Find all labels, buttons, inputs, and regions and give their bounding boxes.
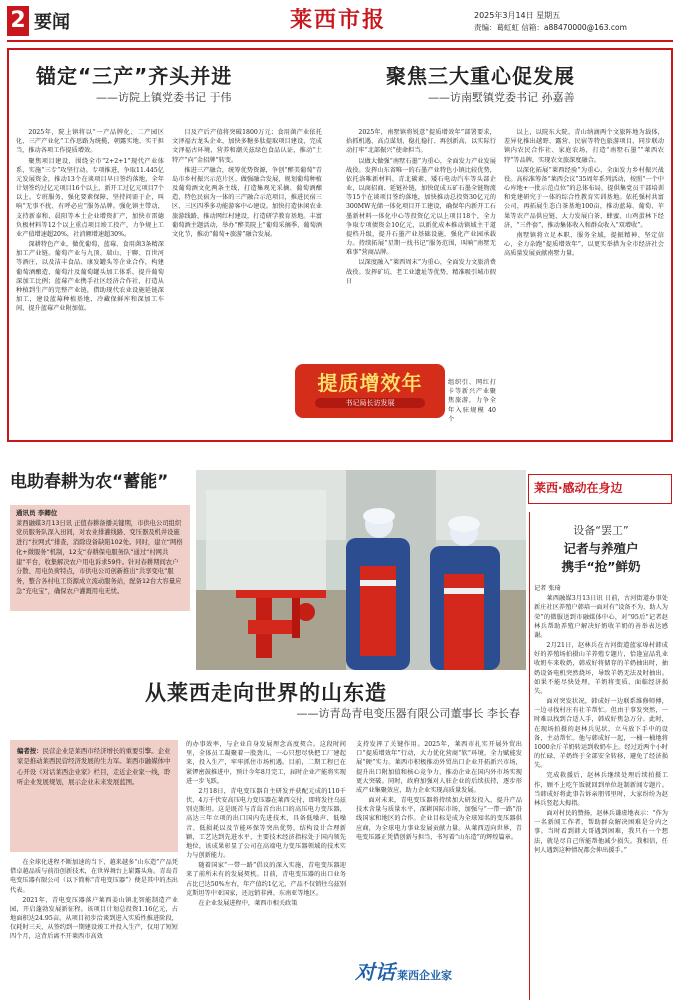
lower-body-col1: 在全球化进程不断加速的当下，越来越多“山东造”产品凭借卓越品质与前沿创新技术，在世界舞台上崭露头角。青岛青电变压器有限公司（以下简称“青电变压器”）便是其中的杰出代表。 2021年，青电变压器落户莱西姜山镇北智能制造产业园，开启蓬勃发展新征程。该项目计划总投资1.16亿元，占地面积达24.95亩。从项目初步洽谈到进入实质性推进阶段，仅耗时三天，从签约到一期建设竣工并投入生产，仅用了短短四个月，这背后离不开莱西市高效: [10, 859, 178, 941]
editor-note-box: [10, 740, 178, 852]
article-title-yushangzhen[interactable]: 锚定“三产”齐头并进: [36, 64, 233, 88]
article-body-col4: 以上，以院东大院、青山纳滴两个文旅阵地为载体，差异化推出越野、露营、民宿等特色旅游项目，同步联动镇内农民合作社、家庭农场，打造“南墅石墨”“莱西农特”等品牌，实现农文旅深度融合。 以深化拓展“莱西经验”为重心，全面发力乡村振兴战役。高标准筹备“莱西会议”35周年系列活动，按照“一个中心库地+一批示范点位”的总体布局，提供集党员干部培训和党建研究于一体的综合性教育实训基地。依托强村共富公司，再拓展生态白茶基地100亩，推动蓝莓、葡萄、苹果等农产品供应链，大力发展白茶、蜂蜜、山鸡蛋林下经济，“三件套”，推动集体收入和群众收入“双增收”。 南墅镇将立足本职、服务全域，提振精神、坚定信心，全力杂跑“提质增效年”，以更实举措为全市经济社会高质量发展贡献南墅力量。: [504, 129, 664, 258]
brief-text: 莱西融媒3月13日讯 正值春耕备播关键期，市供电公司组织党员服务队深入田间，对农业排灌线路、变压器及机井设施进行“拉网式”排查，消除设备缺陷102处。同时，建立“网格化+微服务”机制，12支“春耕保电服务队”通过“村网共建”平台，收集解决农户用电诉求59件。针对春耕期间农户分散、用电负荷特点，市供电公司创新推出“共享变电”服务，整合各村电工资源成立流动服务站，配备12台大容量应急“充电宝”，确保农户灌溉用电无忧。: [16, 519, 183, 595]
article-title-qingdian[interactable]: 从莱西走向世界的山东造: [145, 681, 387, 705]
issue-date: 2025年3月14日 星期五: [474, 11, 561, 20]
column-divider: [529, 512, 530, 1000]
column-banner-title: 莱西·感动在身边: [534, 481, 623, 495]
lower-body-col2: 的办事效率，与企业自身发展理念高度契合。这段时间里，全体员工凝聚着一股劲儿，一心只想尽快把工厂建起来，投入生产，牢牢抓住市场机遇。目前，二期工程已在紧锣密鼓推进中，预计今年8月完工，届时企业产能将实现进一步飞跃。 2月18日，青电变压器自主研发并获配元成的110千伏、4万千伏安高压电力变压器在莱西交付，即将发往乌兹别克斯坦。这是既首与青岛首台出口的高压电力变压器，高达三年立项的出口国内先进技术，具备低噪声、低噪音、低损耗以及节能环保等突出优势，结构设计合理新颖，工艺达到先进水平，主要技术经济指标处于国内领先地位，该成果彰显了公司在高端电力变压器领域的技术实力与创新能力。 随着国家“一带一路”倡议的深入实施，青电变压器迎来了前所未有的发展契机。目前，青电变压器的出口业务占比已达50%左右，年产值约1亿元，产品不仅销往乌兹别克斯坦等中亚国家，还远销非洲、东南亚等地区。 在企业发展进程中，莱西市相关政策: [186, 741, 346, 907]
article-body-col3: 2025年，南墅镇将锐意“提质增效年”部署要求，拾抓机遇、高点谋划，稳扎稳打、再创新高，以实际行动打牢“北部振兴”使命担当。 以做大做强“南墅石墨”为重心，全面发力产业发展战役。发挥山东省唯一的石墨产业特色小镇比较优势，依托洛唯新材料、青北碳素、矮石电动汽车等头部企业，以商招商、延链补链，加快促成五矿石墨全链物流等15个在谈项目签约落地，加快推动总投资30亿元的300MW光储一体化项目开工建设，确保年内新开工石墨新材料一体化中心等投资亿元以上项目18个，全力争取专项债资金10亿元，以新优成本推动镇域主干道提档升级，提升石墨产业基础设施，强化产业园承载力。持续拓展“星期一找书记”服务范围，叫响“南墅无难事”营商品牌。 以深度融入“莱西周末”为重心，全面发力文旅消费战役。发挥矿坑、老工业遗址等优势，精准吸引城市假日: [346, 129, 496, 285]
article-title-nanshuzhen[interactable]: 聚焦三大重心促发展: [386, 64, 575, 88]
dialog-entrepreneur-logo: 对话 莱西企业家: [355, 960, 452, 984]
right-article-title[interactable]: 记者与养殖户 携手“抢”鲜奶: [561, 541, 641, 574]
article-title-spring-plowing[interactable]: 电助春耕为农“蓄能”: [10, 472, 169, 492]
article-subtitle-qingdian: ——访青岛青电变压器有限公司董事长 李长春: [296, 707, 520, 720]
article-body-col1: 2025年，院上镇将以“一产品牌化、二产园区化、三产产业化”工作思路为统揽，朝露实地、实干担当，推动各项工作提质增效。 聚焦项目建设，围绕全市“2+2+1”现代产业体系，实施“三专”攻坚行动。专项推进，争取11.445亿元发展资金，推动13个在谈项目早日签约落地，全年计划签约过亿元项目16个以上，新开工过亿元项目7个以上。专班服务，强化要素保障，坚持问需于企，叫响“无事不扰、有呼必应”服务品牌。强化镇主带动，支持新泰和、晨阳等本土企业增资扩产，加快市雷德负极材料等12个以上重点项目竣工投产，力争规上工业产值增速超20%，社消额增速超30%。 深耕特色产业，做优葡萄、蓝莓、食用菌3条精深加工产业链。葡萄产业与九顶、瑞山、于聊、百世河等酒庄，以及洁丰食品、康发罐头等企业合作，构建葡萄酒酿造、葡萄汁及葡萄罐头加工体系，提升葡萄深加工比例；蓝莓产业携手社区经济合作社，打造从种植到生产的完整产业链，借助现代农业设施延链深加工，建设蓝莓种植基地、冷藏保鲜库和深加工车间，提升蓝莓产业附加值。: [16, 129, 164, 313]
lower-body-col3: 支持发挥了关键作用。2025年，莱西市扎实开展外贸出口“提质增效年”行动，大力优化营商“软”环境，全力赋能发展“硬”实力。莱西市积极推动外贸出口企业开拓新兴市场，提升出口附加值和核心竞争力，推动企业在国内外市场实现更大突破。同时，政府加强对人驻企业的后续扶持，逐步形成产业集聚效应，助力企业实现高质量发展。 面对未来，青电变压器将持续加大研发投入，提升产品技术含量与质量水平，深耕国际市场，加强与“一带一路”沿线国家和地区的合作。企业目标是成为全球知名的变压器供应商，为全球电力事业发展贡献力量。从莱西迈向世界，青电变压器正凭借创新与担当，书写着“山东造”的辉煌篇章。: [356, 741, 522, 841]
campaign-badge: [295, 364, 445, 418]
section-name: 要闻: [34, 12, 70, 33]
right-article-subtitle: 设备“罢工”: [573, 524, 629, 537]
editor-info: 责编：葛虹虹 信箱：a88470000@163.com: [474, 23, 627, 32]
badge-sub-text: 书记局长访发展: [315, 398, 425, 408]
news-brief-box: [10, 505, 190, 611]
newspaper-logo: 莱西市报: [289, 7, 386, 33]
editor-note-label: 编者按：: [17, 747, 43, 755]
article-body-col3-tail: 组织引、网红打卡等新兴产业聚焦旅游，力争全年入驻规模 40 个: [448, 379, 496, 423]
right-article-reporter: 记者 张琦: [534, 585, 561, 592]
page-number: 2: [7, 6, 29, 36]
badge-main-text: 提质增效年: [317, 371, 423, 395]
power-workers-photo: [196, 470, 526, 670]
article-subtitle-yushangzhen: ——访院上镇党委书记 于伟: [96, 91, 232, 104]
brief-reporter: 通讯员 李卿位: [16, 509, 58, 517]
article-subtitle-nanshuzhen: ——访南墅镇党委书记 孙嘉善: [428, 91, 575, 104]
editor-note-text: 民营企业是莱西市经济增长的重要引擎。企业家是推动莱西民营经济发展的生力军。莱西市融媒体中心开设《对话莱西企业家》栏目，走近企业家一线，聆听企业发展规划，展示企业未来发展蓝图。: [17, 747, 171, 786]
header-rule: [7, 40, 673, 42]
article-body-col2: 目及产后产值将突破1800万元；食用菌产业依托文泽福古龙头企业，加快多糖多肽提取项目建设，完成文泽福古环境、营养和潮关兹绿色食品认证，推动“土特产”向“金招牌”转变。 推进三产融合，统筹优势资源，争创“醉美葡萄”青岛市乡村振兴示范片区。做强融合发展，规划葡萄种植及葡萄酒文化两条主线，打造集观光采摘、葡萄酒酿造、特色民宿为一体的三产融合示范项目，推进民宿三区、三区四季多功能游客中心建设。加快打造休闲农业旅游线路，推动网红村建设，打造研学教育基地。丰富葡萄酒主题活动，举办“醉美院上”葡萄采摘季、葡萄酒文化节，推动“葡萄+旅游”融合发展。: [172, 129, 322, 238]
right-article-body: 记者 张琦 莱西融媒3月13日讯 日前，古河街道办事处新庄社区养殖户韩培一面对有“设备不为、助人为荣”的微服送到市融媒体中心，对“95后”记者赵林兵帮助养殖户解决好奶收羊奶的善举表达感谢。 2月21日，赵林兵在古河街道蓝家埠村韩成好的养殖场拍摄山羊养殖专题片，恰逢宣品乳业收奶车来收奶，韩成好将储存的羊奶抽出时，抽奶设备电机突然烧坏，导致羊奶无法及时抽出。如果不能尽快处理，羊奶将变质，面临经济损失。 面对突发状况，韩成好一边联系维修师傅，一边寻找村庄有社羊帮忙。但由于事发突然，一时难以找到合适人手，韩成好焦急万分。此时，在现场拍摄的赵林兵见状，立马放下手中的设备，主动帮忙。他与韩成好一起，一桶一桶地将1000余斤羊奶转运到收奶车上。经过近两个小时的忙碌，羊奶终于全部安全转移，避免了经济损失。 完成救援后，赵林兵继续处理后续拍摄工作，顾不上吃午饭就回到单位赶制新闻专题片。当韩成好将此事告诉亲朋邻里时，大家纷纷为赵林兵竖起大拇指。 面对村民的赞扬，赵林兵谦虚地表示：“作为一名新闻工作者，帮助群众解决困难是分内之事。当时看到韩大哥遇到困难，我只有一个想法，就是尽自己所能帮他减少损失。我相信，任何人遇到这种情况都会伸出援手。”: [534, 585, 668, 854]
